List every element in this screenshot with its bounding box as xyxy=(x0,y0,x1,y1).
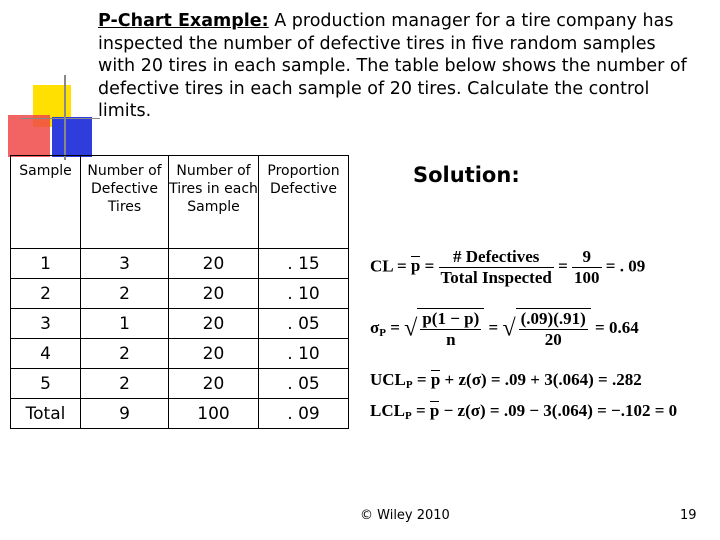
cl-result: = . 09 xyxy=(605,256,646,276)
lcl-formula xyxy=(370,401,677,422)
cl-frac-num: # Defectives xyxy=(439,247,554,268)
cell-defective: 9 xyxy=(81,399,169,429)
col-header-proportion: Proportion Defective xyxy=(259,156,349,249)
solution-heading: Solution: xyxy=(413,163,520,187)
sigma-eq2: = xyxy=(488,317,499,337)
cl-value-fraction xyxy=(572,247,602,288)
cell-sample: 3 xyxy=(11,309,81,339)
sigma-radical-2 xyxy=(516,308,591,350)
page-number: 19 xyxy=(680,508,697,523)
cell-sample: Total xyxy=(11,399,81,429)
sqrt-icon: √ xyxy=(502,315,516,342)
cell-sample: 1 xyxy=(11,249,81,279)
cl-frac-den: Total Inspected xyxy=(440,268,552,287)
table-row xyxy=(11,279,349,309)
cell-proportion: . 09 xyxy=(259,399,349,429)
ucl-pbar: p xyxy=(430,370,441,389)
col-header-defective: Number of Defective Tires xyxy=(81,156,169,249)
sigma-lhs: σ xyxy=(370,317,380,337)
sigma-eq1: = xyxy=(390,317,400,337)
table-row xyxy=(11,249,349,279)
sigma-radical-1 xyxy=(417,308,484,350)
sigma-den2: 20 xyxy=(544,330,562,349)
lcl-lhs: LCL xyxy=(370,401,405,420)
ucl-rest: + z(σ) = .09 + 3(.064) = .282 xyxy=(444,370,642,389)
table-row xyxy=(11,339,349,369)
cl-eq3: = xyxy=(558,256,568,276)
cell-defective: 2 xyxy=(81,369,169,399)
cell-tires: 20 xyxy=(169,249,259,279)
cell-tires: 20 xyxy=(169,309,259,339)
cl-val-den: 100 xyxy=(574,268,600,287)
cell-sample: 5 xyxy=(11,369,81,399)
sigma-den1: n xyxy=(446,330,456,349)
cl-fraction xyxy=(439,247,554,288)
ucl-eq: = xyxy=(416,370,427,389)
col-header-sample: Sample xyxy=(11,156,81,249)
cell-proportion: . 15 xyxy=(259,249,349,279)
ucl-formula xyxy=(370,370,642,391)
cell-sample: 2 xyxy=(11,279,81,309)
sigma-num2: (.09)(.91) xyxy=(520,309,586,328)
deco-red-square xyxy=(8,115,50,157)
cl-val-num: 9 xyxy=(572,247,602,268)
cell-tires: 20 xyxy=(169,339,259,369)
cell-tires: 20 xyxy=(169,279,259,309)
cell-proportion: . 05 xyxy=(259,309,349,339)
cl-lhs: CL xyxy=(370,256,393,276)
ucl-lhs: UCL xyxy=(370,370,406,389)
cl-pbar: p xyxy=(410,256,421,276)
table-header-row xyxy=(11,156,349,249)
cell-tires: 20 xyxy=(169,369,259,399)
sigma-result: = 0.64 xyxy=(595,317,639,337)
table-row xyxy=(11,369,349,399)
cell-defective: 2 xyxy=(81,339,169,369)
deco-horizontal-line xyxy=(20,118,100,119)
cell-tires: 100 xyxy=(169,399,259,429)
deco-blue-square xyxy=(52,117,92,157)
sigma-num1: p(1 − p) xyxy=(422,309,480,328)
ucl-sub: P xyxy=(405,379,413,391)
col-header-tires: Number of Tires in each Sample xyxy=(169,156,259,249)
cell-defective: 1 xyxy=(81,309,169,339)
cl-eq2: = xyxy=(424,256,435,276)
sigma-formula xyxy=(370,308,639,350)
sigma-sub: P xyxy=(379,326,386,339)
table-row xyxy=(11,309,349,339)
cl-formula xyxy=(370,247,645,288)
slide-title xyxy=(98,10,698,123)
cell-proportion: . 10 xyxy=(259,339,349,369)
lcl-sub: P xyxy=(404,410,412,422)
table-total-row xyxy=(11,399,349,429)
lcl-pbar: p xyxy=(429,401,440,420)
cell-proportion: . 05 xyxy=(259,369,349,399)
data-table xyxy=(10,155,349,429)
cell-proportion: . 10 xyxy=(259,279,349,309)
title-heading: P-Chart Example: xyxy=(98,11,269,31)
cell-defective: 2 xyxy=(81,279,169,309)
lcl-eq: = xyxy=(415,401,426,420)
title-body: A production manager for a tire company has inspected the number of defective tires in five random samples with 20 tires in each sample. The table below shows the number of defective tires in each sample of 20 tires. Calculate the control limits. xyxy=(98,11,687,122)
lcl-rest: − z(σ) = .09 − 3(.064) = −.102 = 0 xyxy=(443,401,678,420)
copyright: © Wiley 2010 xyxy=(360,508,450,523)
cell-defective: 3 xyxy=(81,249,169,279)
cl-eq1: = xyxy=(396,256,407,276)
sqrt-icon: √ xyxy=(404,315,418,342)
cell-sample: 4 xyxy=(11,339,81,369)
